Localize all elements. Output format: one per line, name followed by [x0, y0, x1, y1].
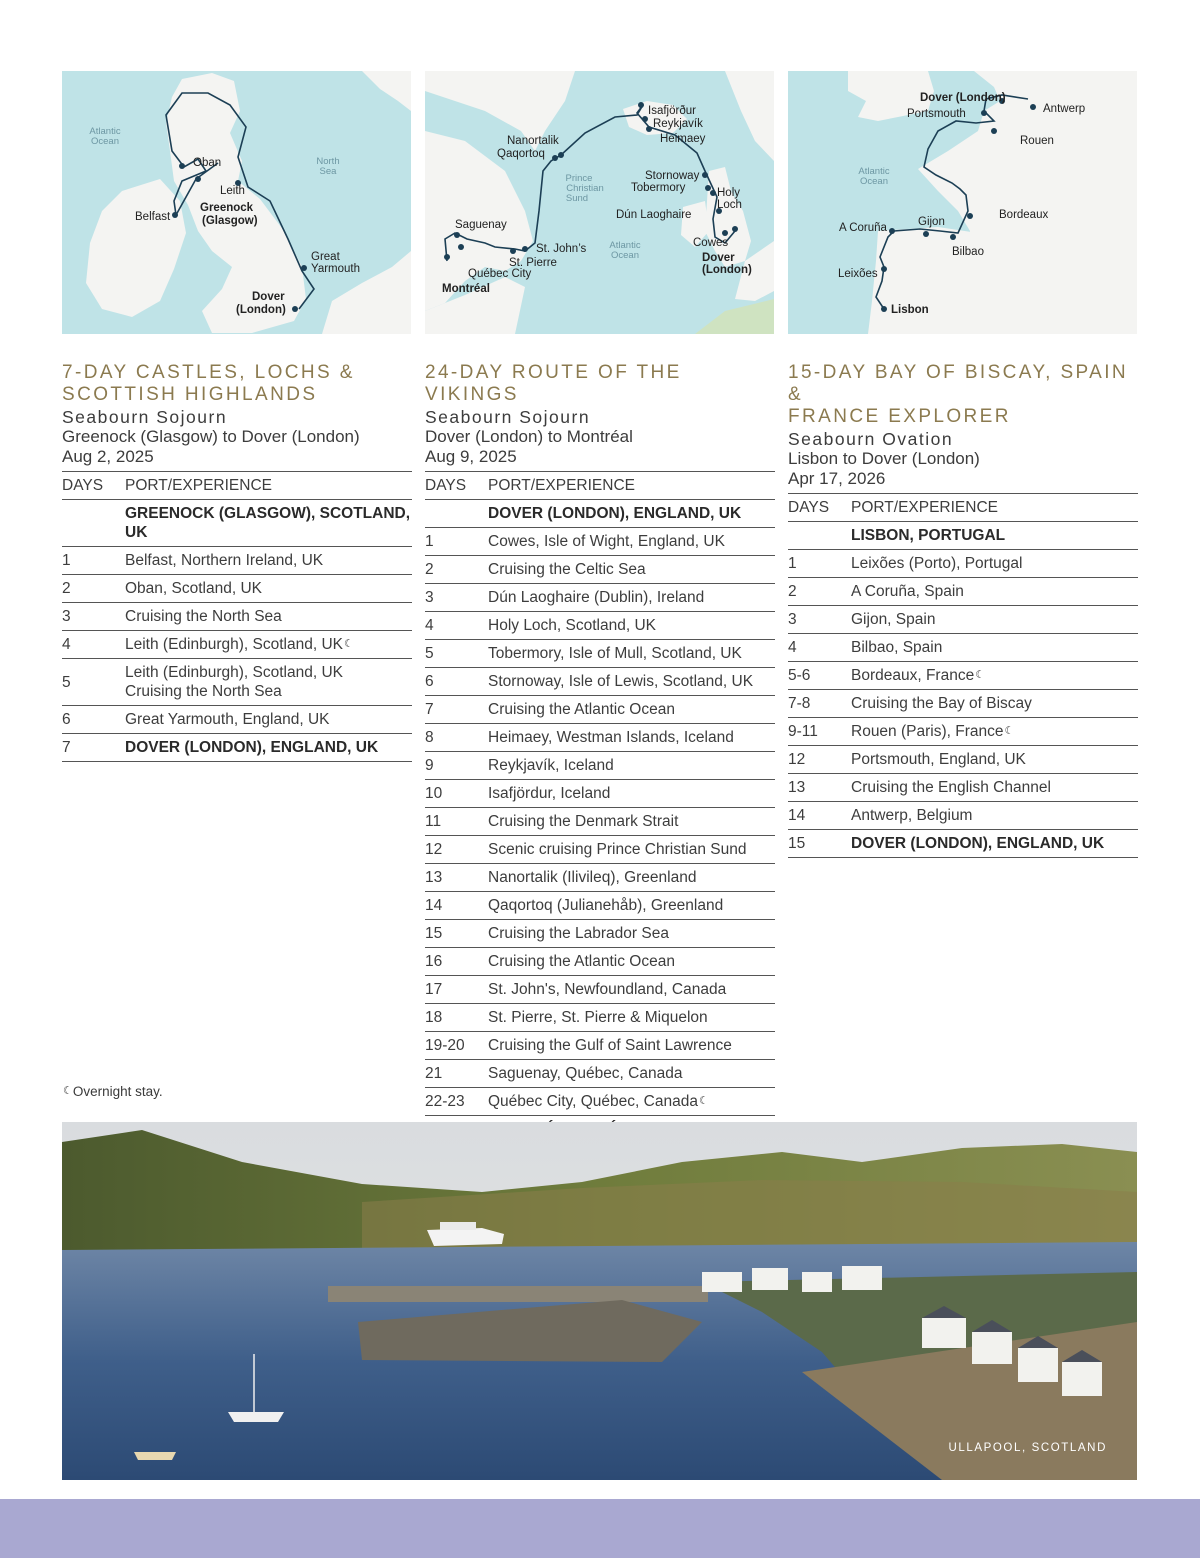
port-label-great: Great: [311, 251, 340, 263]
port-cell: [851, 690, 1138, 718]
port-label: Bordeaux: [999, 209, 1049, 221]
table-row: [425, 864, 775, 892]
port-dot: [732, 226, 738, 232]
moon-icon: ☾: [1004, 725, 1015, 737]
table-row: [788, 830, 1138, 858]
scandinavia-land: [362, 71, 411, 111]
port-cell: [488, 752, 775, 780]
day-cell: 16: [425, 948, 488, 976]
port-cell: [488, 976, 775, 1004]
table-row: [62, 631, 412, 659]
port-text: Rouen (Paris), France: [851, 723, 1004, 740]
port-label: Dover: [702, 252, 735, 264]
day-cell: 4: [788, 634, 851, 662]
port-header: PORT/EXPERIENCE: [851, 494, 1138, 522]
port-text: Antwerp, Belgium: [851, 807, 973, 824]
port-dot: [1030, 104, 1036, 110]
table-row: [425, 948, 775, 976]
day-cell: 21: [425, 1060, 488, 1088]
ship-name: Seabourn Ovation: [788, 429, 954, 449]
itinerary-table: [788, 493, 1138, 858]
days-header: DAYS: [788, 494, 851, 522]
port-text: Cruising the Labrador Sea: [488, 925, 669, 942]
port-cell: [488, 640, 775, 668]
port-dot: [702, 172, 708, 178]
port-text: Dún Laoghaire (Dublin), Ireland: [488, 589, 705, 606]
port-cell: [125, 631, 412, 659]
port-label: Holy: [717, 187, 741, 199]
day-cell: 3: [425, 584, 488, 612]
port-label: Nanortalik: [507, 135, 559, 147]
port-label: Bilbao: [952, 246, 984, 258]
port-text: St. John's, Newfoundland, Canada: [488, 981, 727, 998]
table-row: [425, 584, 775, 612]
port-text: Heimaey, Westman Islands, Iceland: [488, 729, 734, 746]
port-dot: [454, 232, 460, 238]
day-cell: 3: [788, 606, 851, 634]
day-cell: 5: [425, 640, 488, 668]
day-cell: 9-11: [788, 718, 851, 746]
days-header: DAYS: [425, 472, 488, 500]
port-label: Dún Laoghaire: [616, 209, 692, 221]
port-dot: [510, 248, 516, 254]
table-row: [425, 780, 775, 808]
day-cell: 18: [425, 1004, 488, 1032]
day-cell: 12: [788, 746, 851, 774]
port-text: Great Yarmouth, England, UK: [125, 711, 330, 728]
day-cell: 5-6: [788, 662, 851, 690]
table-row: [425, 612, 775, 640]
table-row: [62, 500, 412, 547]
port-text: LISBON, PORTUGAL: [851, 527, 1006, 544]
ocean-label: Ocean: [860, 176, 888, 187]
day-cell: 15: [425, 920, 488, 948]
port-dot: [889, 228, 895, 234]
sail-date: Apr 17, 2026: [788, 469, 886, 488]
day-cell: 22-23: [425, 1088, 488, 1116]
ship-name: Seabourn Sojourn: [62, 407, 228, 427]
port-dot: [558, 152, 564, 158]
port-dot: [301, 265, 307, 271]
days-header: DAYS: [62, 472, 125, 500]
table-row: [788, 746, 1138, 774]
port-text: Cruising the English Channel: [851, 779, 1051, 796]
moon-icon: ☾: [343, 638, 354, 650]
table-row: [788, 718, 1138, 746]
moon-icon: ☾: [698, 1095, 709, 1107]
port-text: Cowes, Isle of Wight, England, UK: [488, 533, 725, 550]
itinerary-route-of-the-vikings: [425, 362, 775, 1144]
port-label: Lisbon: [891, 304, 929, 316]
port-text: Belfast, Northern Ireland, UK: [125, 552, 324, 569]
table-row: [788, 550, 1138, 578]
scandinavia-land: [725, 71, 774, 161]
table-row: [788, 578, 1138, 606]
day-cell: 4: [425, 612, 488, 640]
route-map-vikings: [425, 71, 774, 334]
table-row: [62, 659, 412, 706]
port-cell: [851, 634, 1138, 662]
port-text: St. Pierre, St. Pierre & Miquelon: [488, 1009, 708, 1026]
ireland-land: [86, 179, 186, 317]
port-dot: [923, 231, 929, 237]
itinerary-title: SCOTTISH HIGHLANDS: [62, 384, 318, 405]
port-label: Gijon: [918, 216, 945, 228]
port-cell: [488, 1032, 775, 1060]
port-label: Stornoway: [645, 170, 700, 182]
port-text: Saguenay, Québec, Canada: [488, 1065, 683, 1082]
port-header: PORT/EXPERIENCE: [125, 472, 412, 500]
port-cell: [851, 802, 1138, 830]
ocean-label: Prince: [565, 173, 593, 184]
port-label-yarmouth: Yarmouth: [311, 263, 361, 275]
itinerary-title: FRANCE EXPLORER: [788, 406, 1011, 427]
day-cell: 2: [62, 575, 125, 603]
port-text: GREENOCK (GLASGOW), SCOTLAND, UK: [125, 505, 411, 541]
itinerary-table: [62, 471, 412, 762]
port-label-dover: Dover: [252, 291, 285, 303]
port-dot: [881, 306, 887, 312]
port-dot: [981, 110, 987, 116]
day-cell: 7: [62, 734, 125, 762]
port-cell: [125, 659, 412, 706]
ocean-label: Atlantic: [89, 126, 121, 137]
ocean-label: Atlantic: [858, 166, 890, 177]
table-row: [425, 528, 775, 556]
day-cell: 1: [788, 550, 851, 578]
port-label: Québec City: [468, 268, 532, 280]
port-text: Cruising the Bay of Biscay: [851, 695, 1032, 712]
ship-name: Seabourn Sojourn: [425, 407, 591, 427]
port-cell: [488, 864, 775, 892]
table-row: [788, 690, 1138, 718]
port-label: Rouen: [1020, 135, 1054, 147]
ocean-label: Christian: [566, 183, 604, 194]
table-row: [425, 836, 775, 864]
port-text: A Coruña, Spain: [851, 583, 964, 600]
port-cell: [488, 1060, 775, 1088]
table-row: [425, 808, 775, 836]
port-text: Reykjavík, Iceland: [488, 757, 614, 774]
table-row: [425, 696, 775, 724]
table-row: [788, 634, 1138, 662]
overnight-footnote: [62, 1084, 163, 1099]
port-cell: [125, 706, 412, 734]
port-text: Gijon, Spain: [851, 611, 936, 628]
day-cell: 13: [425, 864, 488, 892]
moon-icon: ☾: [975, 669, 986, 681]
table-row: [788, 774, 1138, 802]
port-label: Cowes: [693, 237, 729, 249]
port-label: Antwerp: [1043, 103, 1086, 115]
day-cell: 13: [788, 774, 851, 802]
table-row: [425, 1088, 775, 1116]
day-cell: 19-20: [425, 1032, 488, 1060]
port-label: Heimaey: [660, 133, 706, 145]
port-text: Leith (Edinburgh), Scotland, UK: [125, 636, 343, 653]
port-text: Cruising the Atlantic Ocean: [488, 701, 675, 718]
port-label: St. John’s: [536, 243, 587, 255]
itinerary-title: 7-DAY CASTLES, LOCHS &: [62, 362, 355, 383]
day-cell: 7-8: [788, 690, 851, 718]
itinerary-bay-of-biscay: [788, 362, 1138, 858]
port-label: Saguenay: [455, 219, 507, 231]
port-label: A Coruña: [839, 222, 887, 234]
table-row: [788, 662, 1138, 690]
ocean-label: Sund: [565, 193, 589, 204]
route-text: Dover (London) to Montréal: [425, 427, 633, 446]
port-dot: [522, 246, 528, 252]
port-cell: [851, 830, 1138, 858]
day-cell: 6: [62, 706, 125, 734]
day-cell: 5: [62, 659, 125, 706]
day-cell: 14: [425, 892, 488, 920]
port-text: Cruising the North Sea: [125, 608, 282, 625]
port-dot: [722, 230, 728, 236]
port-cell: [125, 500, 412, 547]
sail-date: Aug 2, 2025: [62, 447, 154, 466]
port-label: Leixões: [838, 268, 878, 280]
port-label: Isafjörður: [648, 105, 696, 117]
table-row: [788, 802, 1138, 830]
port-cell: [488, 584, 775, 612]
day-cell: 15: [788, 830, 851, 858]
port-dot: [179, 163, 185, 169]
port-label: Montréal: [442, 283, 490, 295]
table-row: [425, 976, 775, 1004]
port-dot: [646, 126, 652, 132]
day-cell: 4: [62, 631, 125, 659]
port-text: Cruising the Celtic Sea: [488, 561, 646, 578]
photo-caption: ULLAPOOL, SCOTLAND: [948, 1442, 1107, 1454]
port-dot: [991, 128, 997, 134]
port-text: Qaqortoq (Julianehåb), Greenland: [488, 897, 724, 914]
table-row: [425, 724, 775, 752]
ocean-label: Ocean: [611, 250, 639, 261]
day-cell: 1: [425, 528, 488, 556]
port-text: Stornoway, Isle of Lewis, Scotland, UK: [488, 673, 754, 690]
port-dot: [710, 190, 716, 196]
port-cell: [851, 774, 1138, 802]
port-cell: [851, 578, 1138, 606]
africa-land: [695, 299, 774, 334]
port-dot: [705, 185, 711, 191]
ocean-label: North: [316, 156, 340, 167]
port-cell: [488, 780, 775, 808]
day-cell: 12: [425, 836, 488, 864]
port-label-greenock: Greenock: [200, 202, 254, 214]
port-cell: [125, 575, 412, 603]
itinerary-title: 24-DAY ROUTE OF THE VIKINGS: [425, 362, 682, 405]
table-row: [425, 1004, 775, 1032]
port-cell: [488, 948, 775, 976]
table-row: [425, 1060, 775, 1088]
port-text: DOVER (LONDON), ENGLAND, UK: [851, 835, 1105, 852]
footer-band: [0, 1499, 1200, 1558]
route-map-biscay: [788, 71, 1137, 334]
port-text: Cruising the Denmark Strait: [488, 813, 679, 830]
port-cell: [488, 668, 775, 696]
port-cell: [488, 808, 775, 836]
port-text: Holy Loch, Scotland, UK: [488, 617, 657, 634]
port-cell: [851, 746, 1138, 774]
port-text: Scenic cruising Prince Christian Sund: [488, 841, 747, 858]
table-row: [425, 556, 775, 584]
port-cell: [851, 718, 1138, 746]
ocean-label: Ocean: [91, 136, 119, 147]
footnote-text: Overnight stay.: [72, 1084, 163, 1099]
day-cell: 3: [62, 603, 125, 631]
port-cell: [488, 1004, 775, 1032]
port-label: Tobermory: [631, 182, 686, 194]
table-row: [425, 752, 775, 780]
table-row: [425, 640, 775, 668]
port-label-oban: Oban: [193, 157, 222, 169]
port-dot: [172, 212, 178, 218]
port-text: DOVER (LONDON), ENGLAND, UK: [488, 505, 742, 522]
table-row: [62, 603, 412, 631]
port-dot: [638, 102, 644, 108]
table-row: [425, 920, 775, 948]
table-row: [788, 606, 1138, 634]
port-cell: [851, 662, 1138, 690]
table-row: [425, 1032, 775, 1060]
port-cell: [125, 547, 412, 575]
port-header: PORT/EXPERIENCE: [488, 472, 775, 500]
port-cell: [851, 606, 1138, 634]
port-cell: [488, 500, 775, 528]
port-dot: [552, 155, 558, 161]
day-cell: 2: [425, 556, 488, 584]
port-cell: [125, 734, 412, 762]
port-cell: [488, 724, 775, 752]
itinerary-title: 15-DAY BAY OF BISCAY, SPAIN &: [788, 362, 1129, 405]
port-cell: [488, 612, 775, 640]
table-row: [425, 500, 775, 528]
route-text: Lisbon to Dover (London): [788, 449, 980, 468]
port-cell: [851, 522, 1138, 550]
table-row: [425, 892, 775, 920]
day-cell: [425, 500, 488, 528]
table-row: [62, 734, 412, 762]
port-cell: [488, 556, 775, 584]
sail-date: Aug 9, 2025: [425, 447, 517, 466]
ocean-label: Sea: [319, 166, 337, 177]
port-cell: [488, 920, 775, 948]
day-cell: 10: [425, 780, 488, 808]
day-cell: [788, 522, 851, 550]
port-label: Dover (London): [920, 92, 1006, 104]
route-map-scotland: [62, 71, 411, 334]
port-dot: [967, 213, 973, 219]
ullapool-photo: [62, 1122, 1137, 1480]
port-cell: [488, 528, 775, 556]
port-text: Leixões (Porto), Portugal: [851, 555, 1023, 572]
itinerary-table: [425, 471, 775, 1144]
table-row: [62, 547, 412, 575]
day-cell: [62, 500, 125, 547]
table-row: [788, 522, 1138, 550]
day-cell: 2: [788, 578, 851, 606]
moon-icon: ☾: [63, 1085, 73, 1097]
day-cell: 1: [62, 547, 125, 575]
port-dot: [444, 254, 450, 260]
port-text: Cruising the Atlantic Ocean: [488, 953, 675, 970]
port-text: Portsmouth, England, UK: [851, 751, 1026, 768]
port-cell: [488, 892, 775, 920]
day-cell: 7: [425, 696, 488, 724]
port-text: Tobermory, Isle of Mull, Scotland, UK: [488, 645, 742, 662]
port-label-leith: Leith: [220, 185, 245, 197]
port-cell: [488, 1088, 775, 1116]
port-text: Cruising the Gulf of Saint Lawrence: [488, 1037, 732, 1054]
port-text: Oban, Scotland, UK: [125, 580, 262, 597]
port-label: Reykjavík: [653, 118, 703, 130]
table-row: [62, 706, 412, 734]
port-cell: [125, 603, 412, 631]
day-cell: 17: [425, 976, 488, 1004]
port-dot: [458, 244, 464, 250]
port-text: Bilbao, Spain: [851, 639, 943, 656]
port-text: Leith (Edinburgh), Scotland, UK: [125, 664, 343, 681]
port-label: (London): [702, 264, 752, 276]
port-cell: [488, 696, 775, 724]
port-text: Isafjördur, Iceland: [488, 785, 611, 802]
port-label: Loch: [717, 199, 742, 211]
port-text: Québec City, Québec, Canada: [488, 1093, 698, 1110]
day-cell: 11: [425, 808, 488, 836]
port-label-london: (London): [236, 304, 286, 316]
port-text: Bordeaux, France: [851, 667, 975, 684]
port-label-belfast: Belfast: [135, 211, 171, 223]
table-row: [425, 668, 775, 696]
day-cell: 6: [425, 668, 488, 696]
port-cell: [851, 550, 1138, 578]
port-text-secondary: Cruising the North Sea: [125, 683, 282, 700]
port-cell: [488, 836, 775, 864]
table-row: [62, 575, 412, 603]
day-cell: 8: [425, 724, 488, 752]
port-text: DOVER (LONDON), ENGLAND, UK: [125, 739, 379, 756]
itinerary-castles-lochs: [62, 362, 412, 762]
day-cell: 14: [788, 802, 851, 830]
port-dot: [950, 234, 956, 240]
port-label: St. Pierre: [509, 257, 557, 269]
port-label: Portsmouth: [907, 108, 966, 120]
port-text: Nanortalik (Ilivileq), Greenland: [488, 869, 697, 886]
port-label-glasgow: (Glasgow): [202, 215, 258, 227]
ocean-label: Atlantic: [609, 240, 641, 251]
port-dot: [881, 266, 887, 272]
port-dot: [292, 306, 298, 312]
port-dot: [195, 176, 201, 182]
route-text: Greenock (Glasgow) to Dover (London): [62, 427, 360, 446]
day-cell: 9: [425, 752, 488, 780]
port-label: Qaqortoq: [497, 148, 545, 160]
